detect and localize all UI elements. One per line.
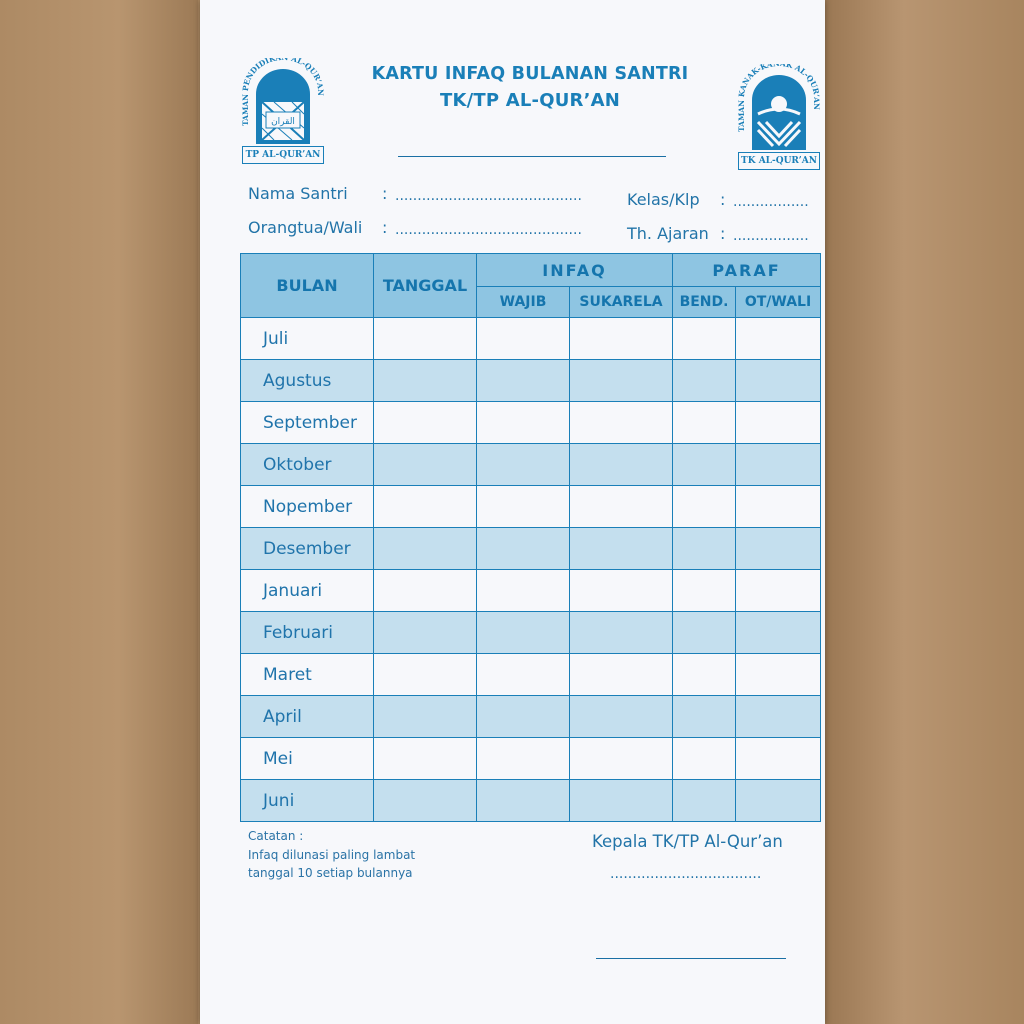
- kelas-label: Kelas/Klp: [627, 190, 700, 209]
- month-cell: September: [241, 402, 374, 444]
- tanggal-cell[interactable]: [374, 780, 477, 822]
- bend-cell[interactable]: [673, 612, 736, 654]
- orangtua-colon: :: [382, 218, 388, 237]
- wajib-cell[interactable]: [477, 780, 570, 822]
- otwali-cell[interactable]: [736, 318, 821, 360]
- otwali-cell[interactable]: [736, 360, 821, 402]
- sukarela-cell[interactable]: [570, 654, 673, 696]
- header-bend: BEND.: [673, 287, 736, 318]
- otwali-cell[interactable]: [736, 444, 821, 486]
- tanggal-cell[interactable]: [374, 654, 477, 696]
- sukarela-cell[interactable]: [570, 780, 673, 822]
- header-wajib: WAJIB: [477, 287, 570, 318]
- th-ajaran-field[interactable]: .................: [733, 228, 809, 244]
- tanggal-cell[interactable]: [374, 360, 477, 402]
- table-row: [241, 528, 821, 570]
- bend-cell[interactable]: [673, 528, 736, 570]
- title-underline: [398, 156, 666, 157]
- sukarela-cell[interactable]: [570, 318, 673, 360]
- table-row: [241, 570, 821, 612]
- tanggal-cell[interactable]: [374, 402, 477, 444]
- otwali-cell[interactable]: [736, 486, 821, 528]
- bend-cell[interactable]: [673, 318, 736, 360]
- orangtua-field[interactable]: ..........................................: [395, 222, 582, 238]
- signature-name-field[interactable]: ..................................: [610, 866, 762, 882]
- bend-cell[interactable]: [673, 696, 736, 738]
- table-row: [241, 444, 821, 486]
- otwali-cell[interactable]: [736, 570, 821, 612]
- month-cell: Januari: [241, 570, 374, 612]
- table-row: [241, 738, 821, 780]
- month-cell: April: [241, 696, 374, 738]
- tanggal-cell[interactable]: [374, 738, 477, 780]
- bend-cell[interactable]: [673, 738, 736, 780]
- header-otwali: OT/WALI: [736, 287, 821, 318]
- wajib-cell[interactable]: [477, 318, 570, 360]
- otwali-cell[interactable]: [736, 402, 821, 444]
- tk-logo-tag: TK AL-QUR’AN: [738, 152, 820, 170]
- wajib-cell[interactable]: [477, 360, 570, 402]
- sukarela-cell[interactable]: [570, 486, 673, 528]
- tpa-logo: [240, 58, 326, 164]
- kelas-field[interactable]: .................: [733, 194, 809, 210]
- sukarela-cell[interactable]: [570, 360, 673, 402]
- wajib-cell[interactable]: [477, 444, 570, 486]
- otwali-cell[interactable]: [736, 654, 821, 696]
- notes-label: Catatan :: [248, 829, 304, 843]
- notes-line-1: Infaq dilunasi paling lambat: [248, 848, 416, 862]
- notes-line-2: tanggal 10 setiap bulannya: [248, 866, 413, 880]
- bend-cell[interactable]: [673, 486, 736, 528]
- tanggal-cell[interactable]: [374, 528, 477, 570]
- nama-santri-label: Nama Santri: [248, 184, 348, 203]
- wajib-cell[interactable]: [477, 612, 570, 654]
- infaq-table: [240, 253, 821, 822]
- table-row: [241, 360, 821, 402]
- header-sukarela: SUKARELA: [570, 287, 673, 318]
- tanggal-cell[interactable]: [374, 318, 477, 360]
- header-tanggal: TANGGAL: [374, 254, 477, 318]
- bend-cell[interactable]: [673, 654, 736, 696]
- table-surface-right: [824, 0, 1024, 1024]
- month-cell: Desember: [241, 528, 374, 570]
- orangtua-label: Orangtua/Wali: [248, 218, 363, 237]
- bend-cell[interactable]: [673, 780, 736, 822]
- wajib-cell[interactable]: [477, 696, 570, 738]
- svg-text:القران: القران: [271, 117, 295, 127]
- kelas-colon: :: [720, 190, 726, 209]
- otwali-cell[interactable]: [736, 528, 821, 570]
- sukarela-cell[interactable]: [570, 528, 673, 570]
- wajib-cell[interactable]: [477, 738, 570, 780]
- month-cell: Mei: [241, 738, 374, 780]
- month-cell: Maret: [241, 654, 374, 696]
- nama-santri-field[interactable]: ..........................................: [395, 188, 582, 204]
- header-bulan: BULAN: [241, 254, 374, 318]
- table-row: [241, 402, 821, 444]
- month-cell: Februari: [241, 612, 374, 654]
- tanggal-cell[interactable]: [374, 486, 477, 528]
- tanggal-cell[interactable]: [374, 570, 477, 612]
- tk-logo: [736, 64, 822, 170]
- otwali-cell[interactable]: [736, 612, 821, 654]
- sukarela-cell[interactable]: [570, 570, 673, 612]
- bend-cell[interactable]: [673, 360, 736, 402]
- month-cell: Juli: [241, 318, 374, 360]
- table-row: [241, 486, 821, 528]
- sukarela-cell[interactable]: [570, 738, 673, 780]
- nama-santri-colon: :: [382, 184, 388, 203]
- table-row: [241, 612, 821, 654]
- signature-line[interactable]: [596, 958, 786, 959]
- month-cell: Agustus: [241, 360, 374, 402]
- otwali-cell[interactable]: [736, 780, 821, 822]
- tanggal-cell[interactable]: [374, 696, 477, 738]
- wajib-cell[interactable]: [477, 402, 570, 444]
- bend-cell[interactable]: [673, 444, 736, 486]
- sukarela-cell[interactable]: [570, 444, 673, 486]
- card-subtitle: TK/TP AL-QUR’AN: [439, 90, 621, 111]
- th-ajaran-label: Th. Ajaran: [627, 224, 709, 243]
- tanggal-cell[interactable]: [374, 444, 477, 486]
- bend-cell[interactable]: [673, 570, 736, 612]
- sukarela-cell[interactable]: [570, 612, 673, 654]
- month-cell: Oktober: [241, 444, 374, 486]
- otwali-cell[interactable]: [736, 696, 821, 738]
- table-row: [241, 654, 821, 696]
- svg-text:TAMAN KANAK-KANAK AL-QUR’AN: TAMAN KANAK-KA K AL-QUR’AN: [736, 64, 822, 132]
- table-row: [241, 318, 821, 360]
- sukarela-cell[interactable]: [570, 696, 673, 738]
- wajib-cell[interactable]: [477, 486, 570, 528]
- month-cell: Nopember: [241, 486, 374, 528]
- otwali-cell[interactable]: [736, 738, 821, 780]
- tpa-logo-tag: TP AL-QUR’AN: [242, 146, 324, 164]
- bend-cell[interactable]: [673, 402, 736, 444]
- wajib-cell[interactable]: [477, 654, 570, 696]
- sukarela-cell[interactable]: [570, 402, 673, 444]
- wajib-cell[interactable]: [477, 570, 570, 612]
- table-row: [241, 696, 821, 738]
- infaq-card: [200, 0, 825, 1024]
- signature-label: Kepala TK/TP Al-Qur’an: [592, 832, 783, 851]
- tanggal-cell[interactable]: [374, 612, 477, 654]
- wajib-cell[interactable]: [477, 528, 570, 570]
- table-row: [241, 780, 821, 822]
- month-cell: Juni: [241, 780, 374, 822]
- th-ajaran-colon: :: [720, 224, 726, 243]
- card-title: KARTU INFAQ BULANAN SANTRI: [371, 64, 689, 84]
- header-infaq: INFAQ: [477, 254, 673, 287]
- table-surface-left: [0, 0, 198, 1024]
- header-paraf: PARAF: [673, 254, 821, 287]
- svg-text:TAMAN PENDIDIKAN AL-QUR’AN: TAMAN PENDIDIK AL-QUR’AN: [240, 58, 325, 126]
